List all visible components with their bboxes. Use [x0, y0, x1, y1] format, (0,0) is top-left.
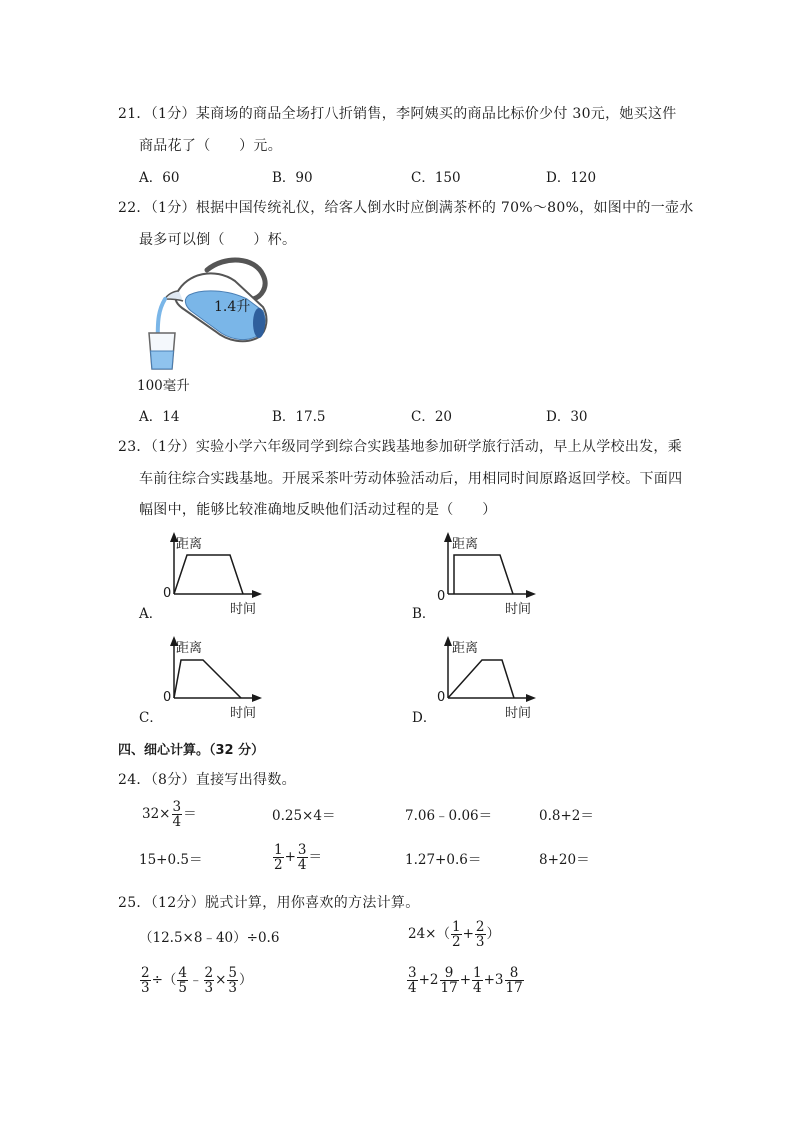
q25-expression-1: （12.5×8﹣40）÷0.6	[139, 930, 280, 946]
pitcher-volume-label: 1.4升	[214, 299, 251, 315]
q23-option-a-letter: A．	[139, 606, 163, 622]
q22-option-a: A．14	[139, 409, 180, 425]
fraction: $\frac{2}{3}$	[204, 965, 214, 997]
fraction: $\frac{9}{17}$	[440, 965, 458, 997]
q23-line2: 车前往综合实践基地。开展采茶叶劳动体验活动后，用相同时间原路返回学校。下面四	[139, 471, 683, 487]
pitcher-base	[253, 308, 265, 338]
fraction: $\frac{3}{4}$	[172, 799, 182, 831]
q22-line2: 最多可以倒（ ）杯。	[139, 232, 297, 248]
q24-item-b: 0.25×4＝	[272, 808, 336, 824]
equals-sign: ＝	[308, 849, 322, 866]
q24-item-c: 7.06﹣0.06＝	[405, 808, 493, 824]
fraction: $\frac{3}{4}$	[408, 965, 417, 997]
q25-expression-3: $\frac{2}{3}$ ÷（ $\frac{4}{5}$ ﹣ $\frac{2}{3}$ × $\frac{5}{3}$ ）	[141, 965, 253, 997]
q23-graph-a-origin: 0	[163, 586, 172, 601]
q24-item-a	[142, 800, 197, 829]
fraction: $\frac{2}{3}$	[141, 965, 150, 997]
fraction: $\frac{1}{2}$	[452, 919, 461, 951]
graph-c-line	[174, 660, 241, 698]
graph-b-line	[454, 555, 513, 594]
fraction: $\frac{8}{17}$	[505, 965, 523, 997]
q24-item-d: 0.8+2＝	[539, 808, 594, 824]
q25-title: 25．（12分）脱式计算，用你喜欢的方法计算。	[118, 895, 420, 911]
q24-item-h: 8+20＝	[539, 852, 590, 868]
q21-option-b: B．90	[272, 170, 313, 186]
q23-graph-d	[432, 634, 542, 706]
cup-volume-label: 100毫升	[137, 378, 190, 394]
plus-sign: +	[284, 849, 296, 866]
q23-line1: 23．（1分）实验小学六年级同学到综合实践基地参加研学旅行活动，早上从学校出发，乘	[118, 439, 683, 455]
q24-a-equals: ＝	[183, 806, 197, 823]
q21-line2: 商品花了（ ）元。	[139, 138, 282, 154]
q23-graph-b-origin: 0	[437, 589, 446, 604]
q25-expression-2: 24×（ $\frac{1}{2}$ + $\frac{2}{3}$ ）	[408, 919, 500, 951]
q23-graph-a	[158, 530, 268, 602]
q23-graph-b-x-label: 时间	[505, 602, 532, 617]
q23-graph-a-x-label: 时间	[230, 602, 257, 617]
fraction: $\frac{1}{4}$	[473, 965, 482, 997]
fraction: $\frac{3}{4}$	[297, 842, 307, 874]
q23-option-c-letter: C．	[139, 710, 163, 726]
q22-option-b: B．17.5	[272, 409, 326, 425]
q22-line1: 22．（1分）根据中国传统礼仪，给客人倒水时应倒满茶杯的 70%～80%，如图中的一壶水	[118, 200, 694, 216]
q25-expression-4: $\frac{3}{4}$ +2 $\frac{9}{17}$ + $\frac{1}{4}$ +3 $\frac{8}{17}$	[408, 965, 523, 997]
q23-graph-a-y-label: 距离	[176, 537, 203, 552]
q21-option-c: C．150	[411, 170, 461, 186]
q23-graph-c-origin: 0	[163, 690, 172, 705]
cup-water	[151, 351, 174, 369]
fraction: $\frac{2}{3}$	[475, 919, 485, 951]
q23-graph-c-x-label: 时间	[230, 706, 257, 721]
q24-item-e: 15+0.5＝	[139, 852, 203, 868]
fraction: $\frac{4}{5}$	[178, 965, 187, 997]
q24-item-f	[272, 843, 322, 872]
q22-option-d: D．30	[546, 409, 588, 425]
q24-title: 24．（8分）直接写出得数。	[118, 772, 296, 788]
q24-item-g: 1.27+0.6＝	[405, 852, 482, 868]
q22-option-c: C．20	[411, 409, 453, 425]
q23-graph-d-x-label: 时间	[505, 706, 532, 721]
q24-a-prefix: 32×	[142, 806, 171, 823]
q23-option-d-letter: D．	[412, 710, 437, 726]
q23-graph-c	[158, 634, 268, 706]
q23-graph-b-y-label: 距离	[452, 537, 479, 552]
fraction: $\frac{5}{3}$	[228, 965, 237, 997]
q23-line3: 幅图中，能够比较准确地反映他们活动过程的是（ ）	[139, 502, 497, 518]
graph-d-line	[448, 660, 514, 698]
q23-graph-b	[432, 530, 542, 602]
q21-line1: 21．（1分）某商场的商品全场打八折销售，李阿姨买的商品比标价少付 30元，她买这件	[118, 106, 677, 122]
graph-a-line	[174, 555, 243, 594]
q21-option-d: D．120	[546, 170, 597, 186]
q23-graph-d-y-label: 距离	[452, 641, 479, 656]
q23-graph-c-y-label: 距离	[176, 641, 203, 656]
q23-option-b-letter: B．	[412, 606, 436, 622]
fraction: $\frac{1}{2}$	[274, 842, 283, 874]
q21-option-a: A．60	[139, 170, 180, 186]
section-4-title: 四、细心计算。（32 分）	[118, 743, 265, 758]
q23-graph-d-origin: 0	[437, 690, 446, 705]
